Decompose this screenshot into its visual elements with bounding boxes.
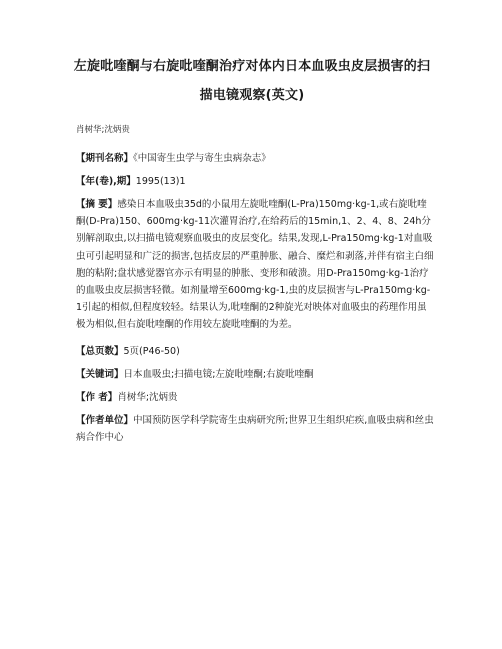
keywords-label: 【关键词】 [76,368,124,380]
affiliation-label: 【作者单位】 [76,414,134,426]
authors-label: 【作 者】 [76,391,118,403]
pages-value: 5页(P46-50) [123,345,180,357]
authors-line: 肖树华;沈炳贵 [76,125,130,135]
document-title: 左旋吡喹酮与右旋吡喹酮治疗对体内日本血吸虫皮层损害的扫描电镜观察(英文) [73,59,431,103]
pages-field [76,343,434,360]
journal-field [76,150,434,167]
year-field [76,173,434,190]
abstract-field [76,196,434,334]
abstract-value: 感染日本血吸虫35d的小鼠用左旋吡喹酮(L-Pra)150mg·kg-1,或右旋吡喹酮(D-Pra)150、600mg·kg-11次灌胃治疗,在给药后的15min,1、2、4、8、24h分别解剖取虫,以扫描电镜观察血吸虫的皮层变化。结果,发现,L-Pra150mg·kg-1对血吸虫可引起明显和广泛的损害,包括皮层的严重肿胀、融合、糜烂和剥落,并伴有宿主白细胞的粘附;盘状感觉器官亦示有明显的肿胀、变形和破溃。用D-Pra150mg·kg-1治疗的血吸虫皮层损害轻微。如剂量增至600mg·kg-1,虫的皮层损害与L-Pra150mg·kg-1引起的相似,但程度较轻。结果认为,吡喹酮的2种旋光对映体对血吸虫的药理作用虽极为相似,但右旋吡喹酮的作用较左旋吡喹酮的为差。 [76,199,434,331]
journal-value: 《中国寄生虫学与寄生虫病杂志》 [133,153,271,164]
journal-label: 【期刊名称】 [76,153,134,164]
affiliation-value: 中国预防医学科学院寄生虫病研究所;世界卫生组织疟疾,血吸虫病和丝虫病合作中心 [76,414,434,443]
authors-value: 肖树华;沈炳贵 [117,391,178,403]
year-value: 1995(13)1 [135,176,186,187]
year-label: 【年(卷),期】 [76,176,136,187]
keywords-field [76,366,434,383]
abstract-label: 【摘 要】 [76,199,118,210]
authors-field [76,389,434,406]
keywords-value: 日本血吸虫;扫描电镜;左旋吡喹酮;右旋吡喹酮 [123,368,314,380]
pages-label: 【总页数】 [76,345,124,357]
affiliation-field [76,412,434,446]
